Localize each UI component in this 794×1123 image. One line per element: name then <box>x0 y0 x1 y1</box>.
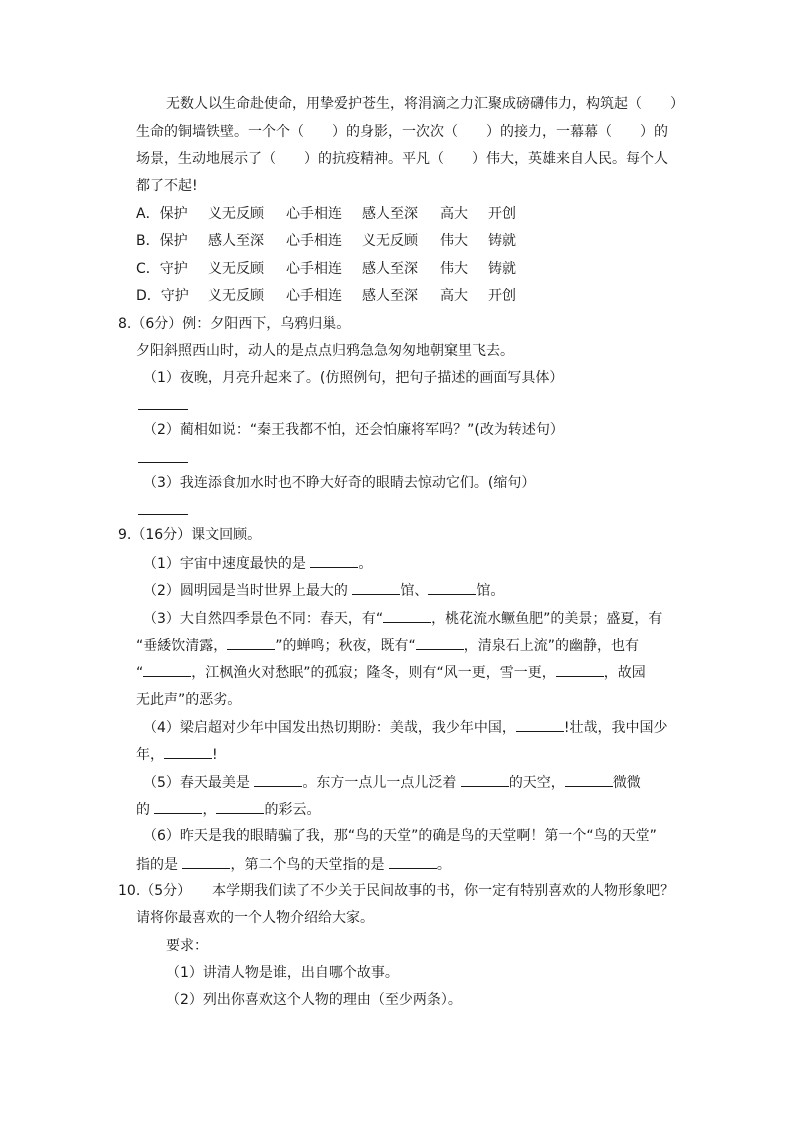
q9-item-2: （2）圆明园是当时世界上最大的 馆、 馆。 <box>143 580 504 601</box>
blank[interactable] <box>352 580 400 595</box>
blank[interactable] <box>556 662 604 677</box>
q9-item-4-line-1: （4）梁启超对少年中国发出热切期盼：美哉，我少年中国， !壮哉，我中国少 <box>143 717 668 738</box>
q7-option-d[interactable]: D．守护 义无反顾 心手相连 感人至深 高大 开创 <box>136 288 516 304</box>
q10-heading: 10.（5分） 本学期我们读了不少关于民间故事的书，你一定有特别喜欢的人物形象吧？ <box>118 883 675 899</box>
q9-item-6-line-2: 指的是 ，第二个鸟的天堂指的是 。 <box>136 854 451 875</box>
q9-item-3-line-2: “垂緌饮清露， ”的蝉鸣；秋夜，既有“ ，清泉石上流”的幽静，也有 <box>136 635 639 656</box>
blank[interactable] <box>182 854 230 869</box>
q7-option-a[interactable]: A．保护 义无反顾 心手相连 感人至深 高大 开创 <box>136 206 516 222</box>
q9-item-4-line-2: 年， ! <box>136 744 218 765</box>
q8-item-2: （2）蔺相如说：“秦王我都不怕，还会怕廉将军吗？”(改为转述句） <box>143 422 564 438</box>
q7-passage-line-2: 生命的铜墙铁壁。一个个（ ）的身影，一次次（ ）的接力，一幕幕（ ）的 <box>136 124 668 140</box>
q9-item-3-line-3: “ ，江枫渔火对愁眠”的孤寂；隆冬，则有“风一更，雪一更， ，故园 <box>136 662 646 683</box>
blank[interactable] <box>416 635 464 650</box>
blank[interactable] <box>227 635 275 650</box>
q9-item-1: （1）宇宙中速度最快的是 。 <box>143 553 372 574</box>
blank[interactable] <box>216 799 264 814</box>
blank[interactable] <box>461 772 509 787</box>
q7-option-c[interactable]: C．守护 义无反顾 心手相连 感人至深 伟大 铸就 <box>136 261 516 277</box>
q9-item-5-line-2: 的 ， 的彩云。 <box>136 799 320 820</box>
q9-item-5-line-1: （5）春天最美是 。东方一点儿一点儿泛着 的天空， 微微 <box>143 772 641 793</box>
q7-passage-line-1: 无数人以生命赴使命，用挚爱护苍生，将涓滴之力汇聚成磅礴伟力，构筑起（ ） <box>166 96 684 112</box>
q8-item-1: （1）夜晚，月亮升起来了。(仿照例句，把句子描述的画面写具体） <box>143 370 564 386</box>
blank[interactable] <box>383 608 431 623</box>
q7-passage-line-4: 都了不起! <box>136 178 198 194</box>
q9-heading: 9.（16分）课文回顾。 <box>118 527 262 543</box>
q9-item-6-line-1: （6）昨天是我的眼睛骗了我，那“鸟的天堂”的确是鸟的天堂啊！第一个“鸟的天堂” <box>143 828 657 844</box>
q10-line-2: 请将你最喜欢的一个人物介绍给大家。 <box>136 910 374 926</box>
q8-answer-line-2[interactable] <box>138 462 188 463</box>
q7-passage-line-3: 场景，生动地展示了（ ）的抗疫精神。平凡（ ）伟大，英雄来自人民。每个人 <box>136 151 668 167</box>
q8-answer-line-3[interactable] <box>138 514 188 515</box>
q7-option-b[interactable]: B．保护 感人至深 心手相连 义无反顾 伟大 铸就 <box>136 233 516 249</box>
q8-item-3: （3）我连添食加水时也不睁大好奇的眼睛去惊动它们。(缩句） <box>143 475 536 491</box>
q8-answer-line-1[interactable] <box>138 409 188 410</box>
q9-item-3-line-1: （3）大自然四季景色不同：春天，有“ ，桃花流水鳜鱼肥”的美景；盛夏，有 <box>143 608 662 629</box>
q8-example: 夕阳斜照西山时，动人的是点点归鸦急急匆匆地朝窠里飞去。 <box>136 343 514 359</box>
q9-item-3-line-4: 无此声”的恶劣。 <box>136 692 242 708</box>
blank[interactable] <box>565 772 613 787</box>
blank[interactable] <box>164 744 212 759</box>
q8-heading: 8.（6分）例：夕阳西下，乌鸦归巢。 <box>118 316 351 332</box>
q10-requirement-1: （1）讲清人物是谁，出自哪个故事。 <box>166 965 399 981</box>
blank[interactable] <box>143 662 191 677</box>
blank[interactable] <box>516 717 564 732</box>
blank[interactable] <box>254 772 302 787</box>
blank[interactable] <box>310 553 358 568</box>
q10-requirements-label: 要求： <box>166 938 208 954</box>
blank[interactable] <box>428 580 476 595</box>
blank[interactable] <box>389 854 437 869</box>
blank[interactable] <box>154 799 202 814</box>
q10-requirement-2: （2）列出你喜欢这个人物的理由（至少两条）。 <box>166 992 462 1008</box>
